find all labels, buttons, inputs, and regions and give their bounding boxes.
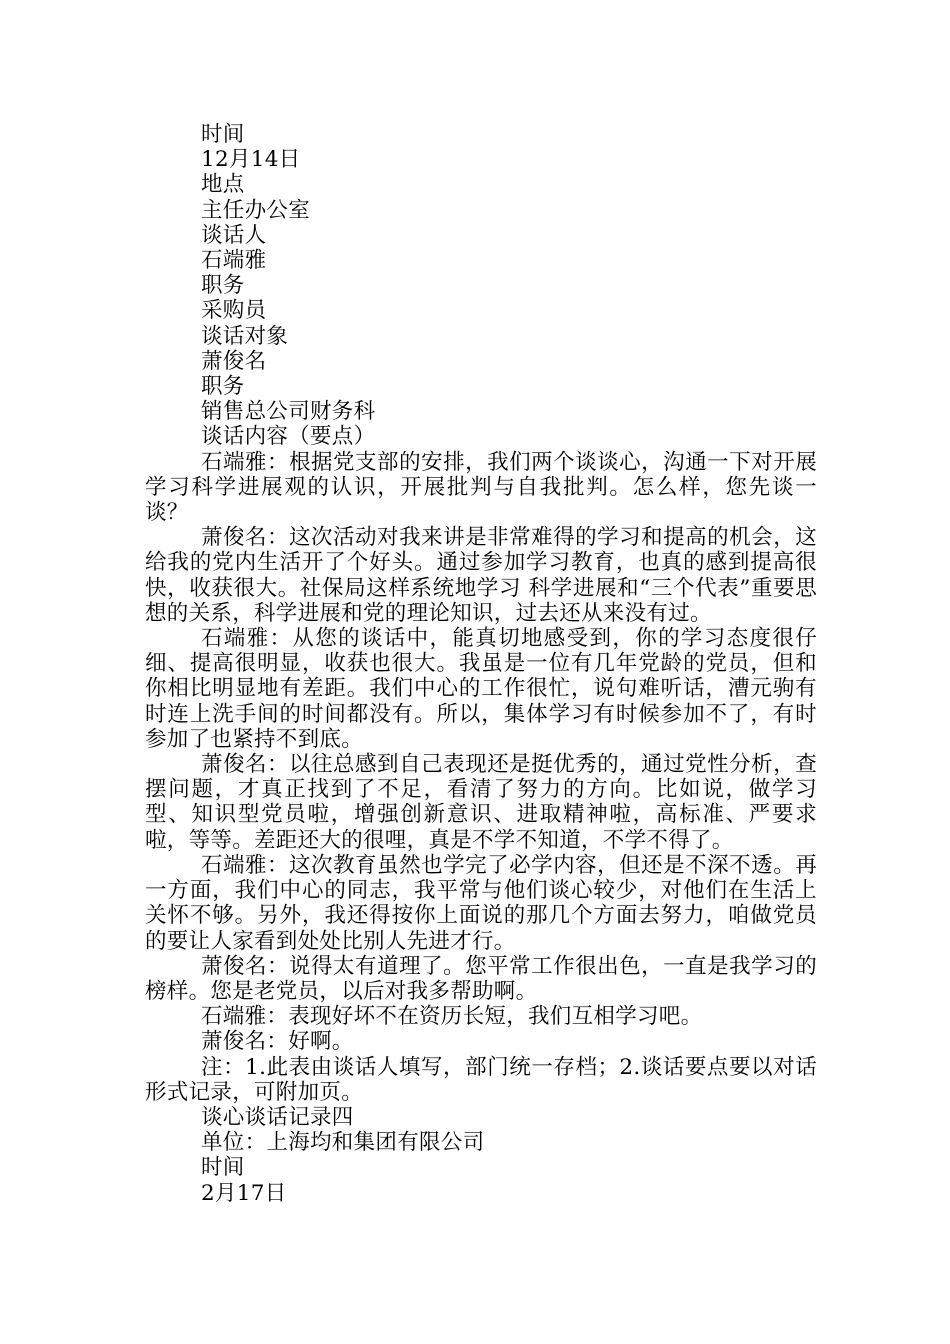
- time-label-2: 时间: [201, 1155, 245, 1181]
- time-value-2: 2月17日: [201, 1180, 287, 1206]
- dialogue-paragraph-1: 石端雅：根据党支部的安排，我们两个谈谈心，沟通一下对开展学习科学进展观的认识，开展批判与自我批判。怎么样，您先谈一谈？: [145, 449, 817, 526]
- place-value: 主任办公室: [201, 197, 311, 223]
- target-label: 谈话对象: [201, 323, 289, 349]
- record-title: 谈心谈话记录四: [201, 1104, 354, 1130]
- dialogue-paragraph-8: 萧俊名：好啊。: [201, 1029, 354, 1055]
- dialogue-paragraph-2: 萧俊名：这次活动对我来讲是非常难得的学习和提高的机会，这给我的党内生活开了个好头。通过参加学习教育，也真的感到提高很快，收获很大。社保局这样系统地学习 科学进展和“三个代表”重要思想的关系，科学进展和党的理论知识，过去还从来没有过。: [145, 525, 817, 626]
- dialogue-paragraph-6: 萧俊名：说得太有道理了。您平常工作很出色，一直是我学习的榜样。您是老党员，以后对我多帮助啊。: [145, 953, 817, 1004]
- time-label: 时间: [201, 122, 245, 147]
- speaker-label: 谈话人: [201, 222, 267, 248]
- speaker-position-label: 职务: [201, 273, 245, 299]
- unit-line: 单位：上海均和集团有限公司: [201, 1130, 485, 1156]
- dialogue-paragraph-7: 石端雅：表现好坏不在资历长短，我们互相学习吧。: [201, 1004, 703, 1030]
- dialogue-paragraph-3: 石端雅：从您的谈话中，能真切地感受到，你的学习态度很仔细、提高很明显，收获也很大。我虽是一位有几年党龄的党员，但和你相比明显地有差距。我们中心的工作很忙，说句难听话，漕元驹有时连上洗手间的时间都没有。所以，集体学习有时候参加不了，有时参加了也紧持不到底。: [145, 626, 817, 752]
- note-paragraph: 注：1.此表由谈话人填写，部门统一存档；2.谈话要点要以对话形式记录，可附加页。: [145, 1054, 817, 1105]
- target-position-value: 销售总公司财务科: [201, 399, 376, 425]
- content-label: 谈话内容（要点）: [201, 424, 376, 450]
- dialogue-paragraph-4: 萧俊名：以往总感到自己表现还是挺优秀的，通过党性分析，查摆问题，才真正找到了不足，看清了努力的方向。比如说，做学习型、知识型党员啦，增强创新意识、进取精神啦，高标准、严要求啦，等等。差距还大的很哩，真是不学不知道，不学不得了。: [145, 752, 817, 853]
- time-value: 12月14日: [201, 147, 301, 173]
- target-position-label: 职务: [201, 374, 245, 400]
- target-value: 萧俊名: [201, 348, 267, 374]
- place-label: 地点: [201, 172, 245, 198]
- dialogue-paragraph-5: 石端雅：这次教育虽然也学完了必学内容，但还是不深不透。再一方面，我们中心的同志，我平常与他们谈心较少，对他们在生活上关怀不够。另外，我还得按你上面说的那几个方面去努力，咱做党员的要让人家看到处处比别人先进才行。: [145, 852, 817, 954]
- document-page: [145, 122, 817, 1206]
- speaker-position-value: 采购员: [201, 298, 267, 324]
- speaker-value: 石端雅: [201, 248, 267, 274]
